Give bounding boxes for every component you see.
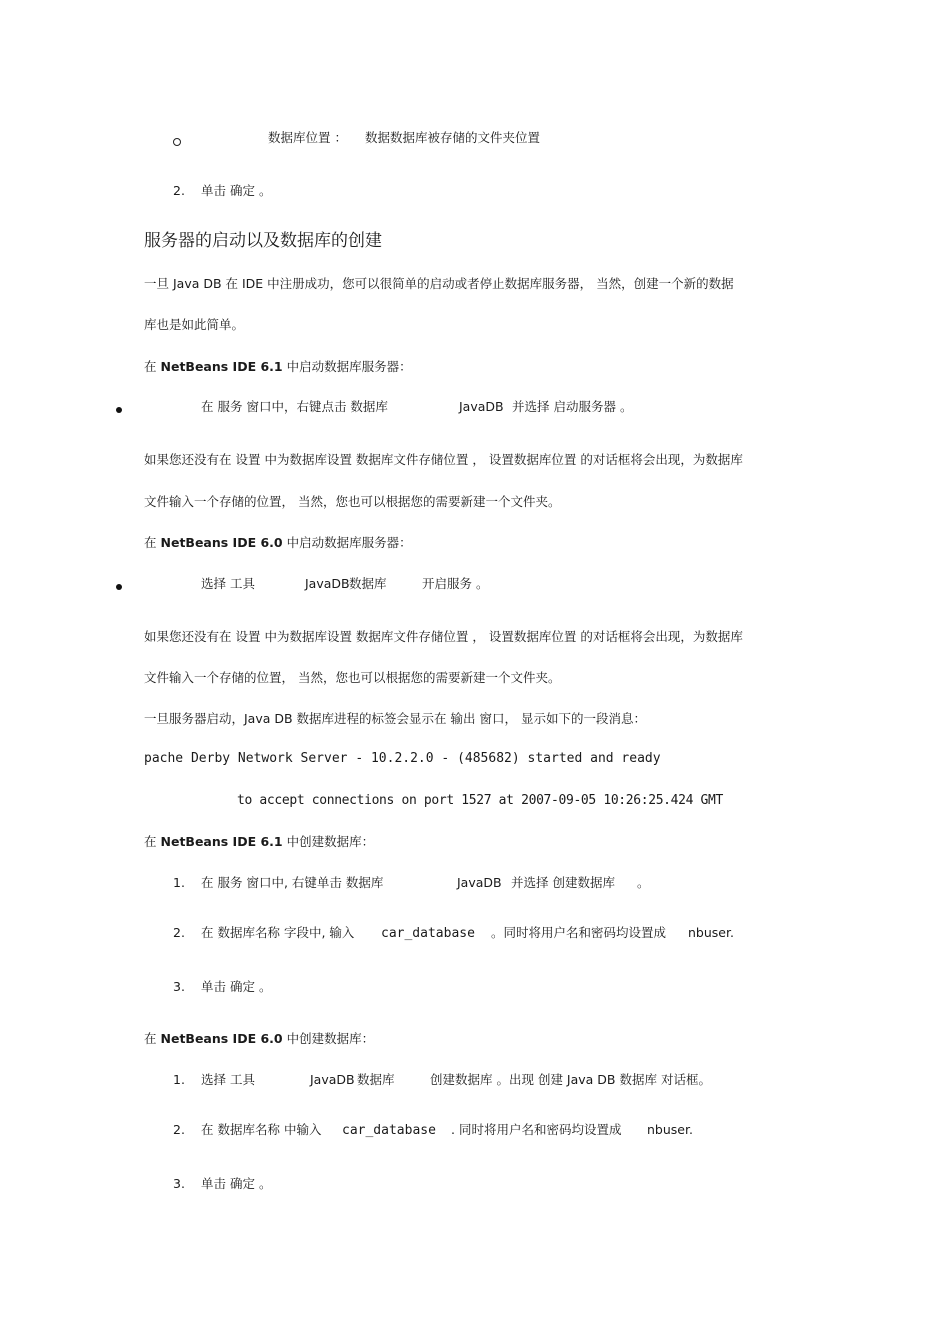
c61-step-2-a: 在 数据库名称 字段中, 输入 <box>201 925 355 940</box>
c60-step-1-a: 选择 工具 <box>201 1072 255 1087</box>
c61-step-2-c: 。同时将用户名和密码均设置成 <box>491 925 667 940</box>
c61-step-2-d: nbuser. <box>688 925 734 940</box>
code-line-2: to accept connections on port 1527 at 2007-09-05 10:26:25.424 GMT <box>237 793 723 808</box>
db-location-label: 数据库位置 ： <box>268 130 347 145</box>
sub-bullet-icon <box>173 138 181 146</box>
step-number: 2. <box>173 183 185 198</box>
c60-step-2-d: nbuser. <box>647 1122 693 1137</box>
bullet-2-a: 选择 工具 <box>201 576 255 591</box>
c61-step-1-d: 。 <box>637 875 650 890</box>
create-60-post: 中创建数据库： <box>286 1031 375 1046</box>
start-61-pre: 在 <box>144 359 157 374</box>
bullet-1-b: JavaDB <box>459 399 504 414</box>
bullet-icon <box>116 407 122 413</box>
step-number: 1. <box>173 1072 185 1087</box>
start-61-post: 中启动数据库服务器： <box>286 359 412 374</box>
bullet-icon <box>116 584 122 590</box>
intro-line-2: 库也是如此简单。 <box>144 317 245 332</box>
start-60-bold: NetBeans IDE 6.0 <box>160 535 283 550</box>
step-number: 2. <box>173 925 185 940</box>
bullet-2-c: 数据库 <box>349 576 387 591</box>
step-number: 3. <box>173 1176 185 1191</box>
step-text: 单击 确定 。 <box>201 183 272 198</box>
bullet-2-b: JavaDB <box>305 576 350 591</box>
c61-step-2-b: car_database <box>381 926 475 941</box>
intro-line-1: 一旦 Java DB 在 IDE 中注册成功，您可以很简单的启动或者停止数据库服务器， 当然，创建一个新的数据 <box>144 276 734 291</box>
para-2-line-1: 如果您还没有在 设置 中为数据库设置 数据库文件存储位置 ， 设置数据库位置 的对话框将会出现，为数据库 <box>144 629 743 644</box>
start-61-bold: NetBeans IDE 6.1 <box>160 359 283 374</box>
c61-step-3-text: 单击 确定 。 <box>201 979 272 994</box>
start-61-heading <box>144 361 412 374</box>
c61-step-1-c: 并选择 创建数据库 <box>511 875 615 890</box>
create-60-heading <box>144 1033 374 1046</box>
create-61-pre: 在 <box>144 834 157 849</box>
c60-step-3-text: 单击 确定 。 <box>201 1176 272 1191</box>
db-location-desc: 数据数据库被存储的文件夹位置 <box>365 130 541 145</box>
c60-step-2-b: car_database <box>342 1123 436 1138</box>
bullet-1-a: 在 服务 窗口中，右键点击 数据库 <box>201 399 388 414</box>
step-number: 2. <box>173 1122 185 1137</box>
start-60-post: 中启动数据库服务器： <box>286 535 412 550</box>
bullet-1-c: 并选择 启动服务器 。 <box>512 399 633 414</box>
bullet-2-d: 开启服务 。 <box>422 576 489 591</box>
section-heading: 服务器的启动以及数据库的创建 <box>144 231 382 251</box>
c60-step-2-c: . 同时将用户名和密码均设置成 <box>451 1122 622 1137</box>
c61-step-1-a: 在 服务 窗口中, 右键单击 数据库 <box>201 875 384 890</box>
para-1-line-2: 文件输入一个存储的位置， 当然，您也可以根据您的需要新建一个文件夹。 <box>144 494 561 509</box>
para-1-line-1: 如果您还没有在 设置 中为数据库设置 数据库文件存储位置 ， 设置数据库位置 的对话框将会出现，为数据库 <box>144 452 743 467</box>
create-61-post: 中创建数据库： <box>286 834 375 849</box>
c60-step-2-a: 在 数据库名称 中输入 <box>201 1122 322 1137</box>
para-3: 一旦服务器启动，Java DB 数据库进程的标签会显示在 输出 窗口， 显示如下的一段消息： <box>144 711 646 726</box>
c60-step-1-c: 数据库 <box>357 1072 395 1087</box>
start-60-pre: 在 <box>144 535 157 550</box>
c61-step-1-b: JavaDB <box>457 875 502 890</box>
para-2-line-2: 文件输入一个存储的位置， 当然，您也可以根据您的需要新建一个文件夹。 <box>144 670 561 685</box>
c60-step-1-d: 创建数据库 。出现 创建 Java DB 数据库 对话框。 <box>430 1072 711 1087</box>
create-60-bold: NetBeans IDE 6.0 <box>160 1031 283 1046</box>
create-61-heading <box>144 836 374 849</box>
c60-step-1-b: JavaDB <box>310 1072 355 1087</box>
code-line-1: pache Derby Network Server - 10.2.2.0 - (485682) started and ready <box>144 751 661 766</box>
create-61-bold: NetBeans IDE 6.1 <box>160 834 283 849</box>
step-number: 3. <box>173 979 185 994</box>
create-60-pre: 在 <box>144 1031 157 1046</box>
step-number: 1. <box>173 875 185 890</box>
start-60-heading <box>144 537 412 550</box>
